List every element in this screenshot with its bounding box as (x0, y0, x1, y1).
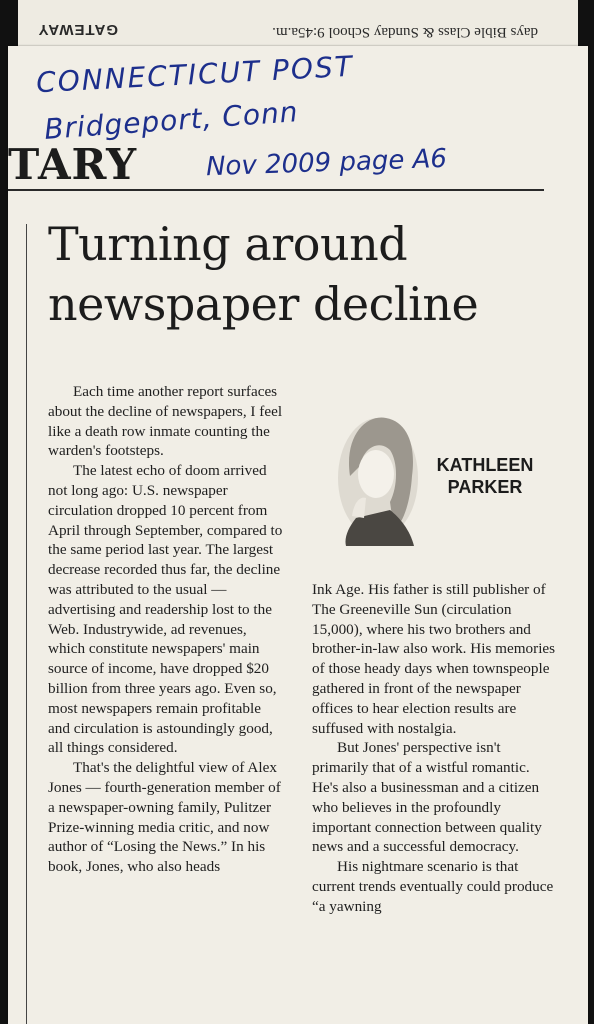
handwritten-location: Bridgeport, Conn (43, 95, 300, 146)
article-column-1 (48, 382, 286, 877)
headline-line-2: newspaper decline (48, 277, 479, 331)
section-label: TARY (8, 140, 138, 189)
author-photo (328, 406, 428, 546)
column-rule (26, 224, 27, 1024)
headline-line-1: Turning around (48, 217, 408, 271)
paragraph: Each time another report surfaces about the decline of newspapers, I feel like a death row inmate counting the warden's footsteps. (48, 383, 283, 460)
author-first-name: KATHLEEN (436, 455, 534, 475)
author-byline (430, 454, 540, 498)
section-rule (8, 189, 544, 191)
paragraph: But Jones' perspective isn't primarily that of a wistful romantic. He's also a businessman and a citizen who believes in the profoundly important connection between quality news and a successful democracy. (312, 739, 542, 856)
headline (48, 214, 578, 334)
handwritten-source: CONNECTICUT POST (35, 49, 355, 100)
paragraph: Ink Age. His father is still publisher of The Greeneville Sun (circulation 15,000), where his two brothers and brother-in-law also work. His memories of those heady days when townspeople gathered in front of the newspaper offices to hear election results are suffused with nostalgia. (312, 581, 556, 737)
upside-down-text: days Bible Class & Sunday School 9:45a.m. (272, 24, 538, 40)
previous-page-strip (18, 0, 578, 49)
author-last-name: PARKER (447, 477, 523, 497)
paragraph: The latest echo of doom arrived not long ago: U.S. newspaper circulation dropped 10 percent from April through September, compared to the same period last year. The largest decrease recorded thus far, the decline was attributed to the usual — advertising and readership lost to the Web. Industrywide, ad revenues, which constitute newspapers' main source of income, have dropped $20 billion from three years ago. Even so, most newspapers remain profitable and circulation is astoundingly good, all things considered. (48, 462, 283, 757)
paragraph: That's the delightful view of Alex Jones — fourth-generation member of a newspaper-owning family, Pulitzer Prize-winning media critic, and now author of “Losing the News.” In his book, Jones, who also heads (48, 759, 281, 876)
paragraph: His nightmare scenario is that current trends eventually could produce “a yawning (312, 858, 554, 915)
article-column-2 (312, 580, 556, 917)
gateway-label: GATEWAY (37, 21, 118, 38)
handwritten-date: Nov 2009 page A6 (205, 143, 448, 183)
newspaper-clipping (8, 46, 588, 1024)
